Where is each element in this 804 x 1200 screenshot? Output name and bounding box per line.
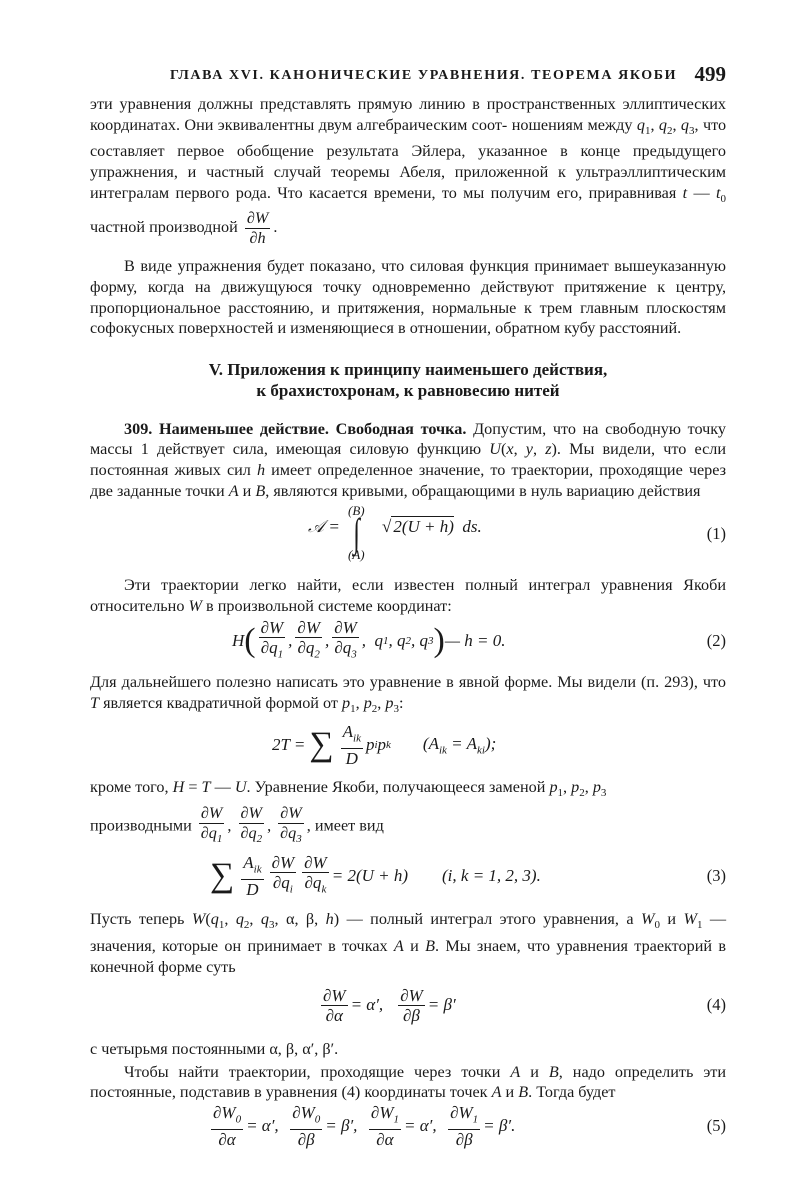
paragraph-1: эти уравнения должны представлять прямую линию в пространственных эллиптических координатах. Они эквивалентны двум алгебраическим соот- ношениям между $q_1$, $q_2$, $q_3$, что составляет первое обобщение результата Эйлера, указанное в конце предыдущего упражнения, и частный случай теоремы Абеля, приложенной к ультраэллиптическим интегралам первого рода. Что касается времени, то мы получим его, приравнивая t — $t_0$ частной производной $\frac{\partial W}{\partial h}$ . — [90, 95, 727, 248]
section-title: V. Приложения к принципу наименьшего действия, к брахистохронам, к равновесию нитей — [208, 359, 608, 400]
equation-3: ∑ $\frac{A_{ik}}{D}$ $\frac{\partial W}{\partial q_i}$ $\frac{\partial W}{\partial q_k}$ = 2(U + h) (i, k = 1, 2, 3). (3) — [210, 853, 726, 900]
fraction-dw-dh: $\frac{\partial W}{\partial h}$ — [246, 209, 269, 248]
equation-5: $\frac{\partial W_0}{\partial\alpha}$ = α′, $\frac{\partial W_0}{\partial\beta}$ = β′, $\frac{\partial W_1}{\partial\alpha}$ = α′, $\frac{\partial W_1}{\partial\beta}$ = β′. (5) — [213, 1102, 726, 1150]
book-page — [90, 62, 726, 1149]
paragraph-3: 309. Наименьшее действие. Свободная точка. Допустим, что на свободную точку массы 1 действует сила, имеющая силовую функцию U(x, y, z). Мы видели, что если постоянная живых сил h имеет определенное значение, то траектории, проходящие через две заданные точки A и B, являются кривыми, обращающими в нуль вариацию действия — [90, 419, 727, 500]
equation-2: H ( $\frac{\partial W}{\partial q_1}$ , $\frac{\partial W}{\partial q_2}$ , $\frac{\partial W}{\partial q_3}$ , q 1 , q 2 , q 3 ) — h = 0. (2) — [232, 618, 726, 661]
paragraph-6: кроме того, H = T — U. Уравнение Якоби, получающееся заменой $p_1$, $p_2$, $p_3$ производными $\frac{\partial W}{\partial q_1}$ , $\frac{\partial W}{\partial q_2}$ , $\frac{\partial W}{\partial q_3}$ , имеет вид — [90, 777, 607, 846]
equation-1: 𝒜 = (B) ∫ (A) √ 2(U + h) ds. (1) — [308, 503, 726, 563]
paragraph-9: Чтобы найти траектории, проходящие через точки A и B, надо определить эти постоянные, подставив в уравнения (4) координаты точек A и B. Тогда будет — [90, 1062, 727, 1102]
paragraph-8: с четырьмя постоянными α, β, α′, β′. — [90, 1040, 339, 1059]
running-head: ГЛАВА XVI. КАНОНИЧЕСКИЕ УРАВНЕНИЯ. ТЕОРЕМА ЯКОБИ — [170, 68, 678, 83]
equation-4: $\frac{\partial W}{\partial\alpha}$ = α′, $\frac{\partial W}{\partial\beta}$ = β′ (4) — [323, 985, 726, 1025]
paragraph-2: В виде упражнения будет показано, что силовая функция принимает вышеуказанную форму, когда на движущуюся точку одновременно действуют притяжение к центру, пропорциональное расстоянию, и притяжения, нормальные к трем главным плоскостям софокусных поверхностей и изменяющиеся в отношении, обратном кубу расстояний. — [90, 257, 726, 338]
page-header — [90, 62, 726, 92]
subsection-heading: 309. Наименьшее действие. Свободная точка. — [124, 419, 467, 438]
equation-quadratic-form: 2T = ∑ $\frac{A_{ik}}{D}$ p i p k $(A_{ik} = A_{ki})$; — [272, 721, 497, 768]
page-number: 499 — [694, 62, 726, 86]
paragraph-5: Для дальнейшего полезно написать это уравнение в явной форме. Мы видели (п. 293), что T является квадратичной формой от $p_1$, $p_2$, $p_3$: — [90, 673, 726, 716]
paragraph-7: Пусть теперь $W(q_1$, $q_2$, $q_3$, α, β, h) — полный интеграл этого уравнения, а $W_0$ и $W_1$ — значения, которые он принимает в точках A и B. Мы знаем, что уравнения траекторий в конечной форме суть — [90, 910, 727, 976]
paragraph-4: Эти траектории легко найти, если известен полный интеграл уравнения Якоби относительно W в произвольной системе координат: — [90, 576, 726, 615]
